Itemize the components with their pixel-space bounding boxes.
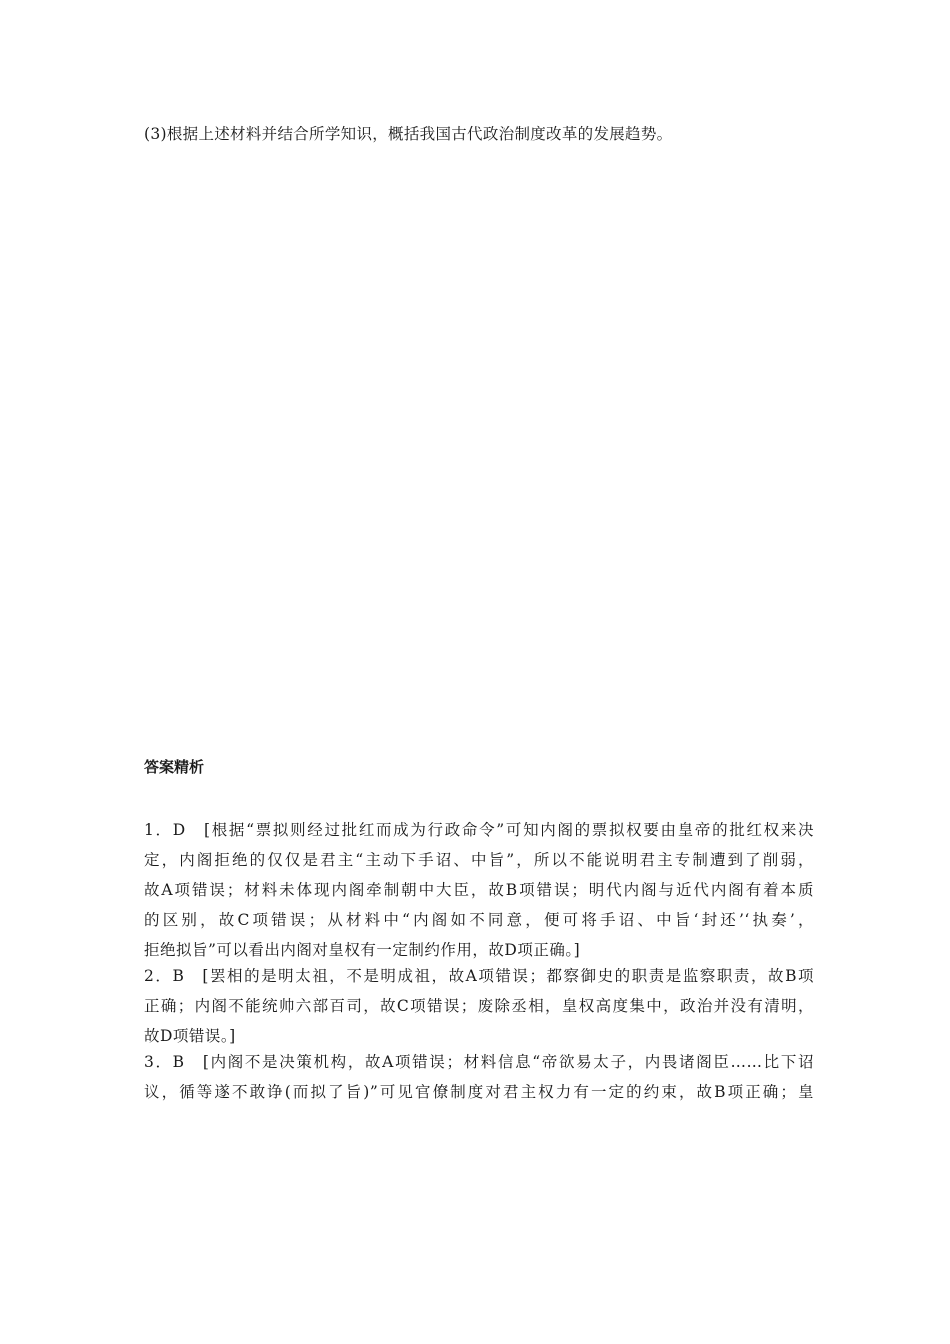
answer-line: 3．B [内阁不是决策机构，故A项错误；材料信息“帝欲易太子，内畏诸阁臣……比下诏	[144, 1053, 814, 1071]
answer-line: 2．B [罢相的是明太祖，不是明成祖，故A项错误；都察御史的职责是监察职责，故B项	[144, 967, 814, 985]
answer-line: 议，循等遂不敢诤(而拟了旨)”可见官僚制度对君主权力有一定的约束，故B项正确；皇	[144, 1083, 814, 1101]
answer-item-2	[144, 961, 814, 1051]
answer-item-3	[144, 1047, 814, 1107]
answer-line: 定，内阁拒绝的仅仅是君主“主动下手诏、中旨”，所以不能说明君主专制遭到了削弱，	[144, 851, 814, 869]
answer-line: 1．D [根据“票拟则经过批红而成为行政命令”可知内阁的票拟权要由皇帝的批红权来决	[144, 821, 814, 839]
question-3-text: (3)根据上述材料并结合所学知识，概括我国古代政治制度改革的发展趋势。	[144, 125, 673, 143]
answer-line: 正确；内阁不能统帅六部百司，故C项错误；废除丞相，皇权高度集中，政治并没有清明，	[144, 997, 814, 1015]
answer-line: 故A项错误；材料未体现内阁牵制朝中大臣，故B项错误；明代内阁与近代内阁有着本质	[144, 881, 814, 899]
answer-line: 的区别，故C项错误；从材料中“内阁如不同意，便可将手诏、中旨‘封还’‘执奏’，	[144, 911, 814, 929]
answer-item-1	[144, 815, 814, 965]
answer-list	[144, 815, 814, 1107]
answer-line: 拒绝拟旨”可以看出内阁对皇权有一定制约作用，故D项正确。]	[144, 941, 581, 959]
answer-line: 故D项错误。]	[144, 1027, 236, 1045]
answer-section-heading: 答案精析	[144, 758, 205, 776]
